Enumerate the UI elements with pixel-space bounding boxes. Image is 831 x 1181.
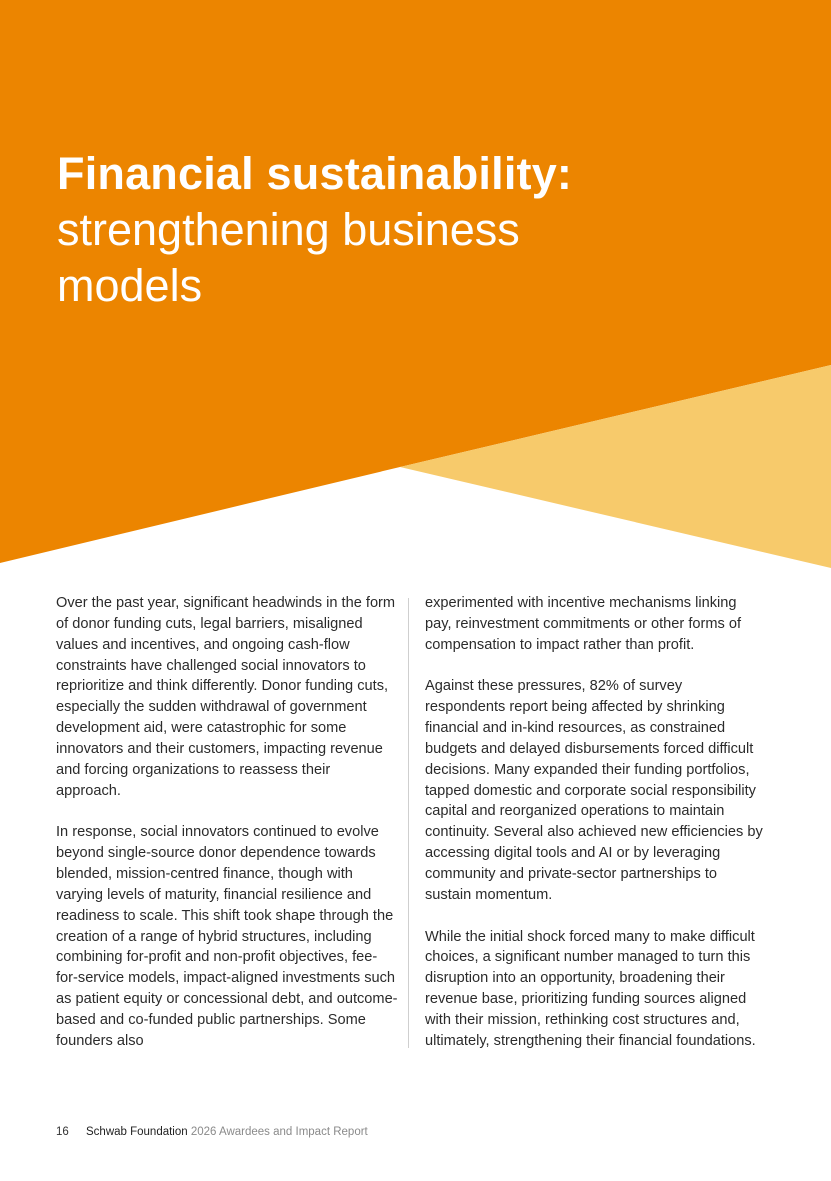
page-footer [56,1126,368,1138]
paragraph: While the initial shock forced many to make difficult choices, a significant number managed to turn this disruption into an opportunity, broadening their revenue base, prioritizing funding sources aligned with their mission, rethinking cost structures and, ultimately, strengthening their financial foundations. [425,928,756,1049]
title-line-3: models [57,260,203,311]
report-title: 2026 Awardees and Impact Report [190,1126,368,1138]
paragraph: experimented with incentive mechanisms linking pay, reinvestment commitments or other forms of compensation to impact rather than profit. [425,595,742,653]
column-divider [408,598,409,1048]
paragraph: Over the past year, significant headwinds in the form of donor funding cuts, legal barriers, misaligned values and incentives, and ongoing cash-flow constraints have challenged social innovators to reprioritize and think differently. Donor funding cuts, especially the sudden withdrawal of government development aid, were catastrophic for some innovators and their customers, impacting revenue and forcing organizations to reassess their approach. [56,595,396,799]
title-line-2: strengthening business [57,204,520,255]
paragraph: Against these pressures, 82% of survey respondents report being affected by shrinking financial and in-kind resources, as constrained budgets and delayed disbursements forced difficult decisions. Many expanded their funding portfolios, tapped domestic and corporate social responsibility capital and reorganized operations to maintain continuity. Several also achieved new efficiencies by accessing digital tools and AI or by leveraging community and private-sector partnerships to sustain momentum. [425,678,763,903]
organization-name: Schwab Foundation [86,1126,188,1138]
page-title [57,146,757,314]
title-line-1: Financial sustainability: [57,148,573,199]
paragraph: In response, social innovators continued to evolve beyond single-source donor dependence towards blended, mission-centred finance, though with varying levels of maturity, financial resilience and readiness to scale. This shift took shape through the creation of a range of hybrid structures, including combining for-profit and non-profit objectives, fee-for-service models, impact-aligned investments such as patient equity or concessional debt, and outcome-based and co-funded public partnerships. Some founders also [56,824,398,1049]
right-column [425,593,765,1072]
left-column [56,593,398,1072]
page-number: 16 [56,1126,69,1138]
